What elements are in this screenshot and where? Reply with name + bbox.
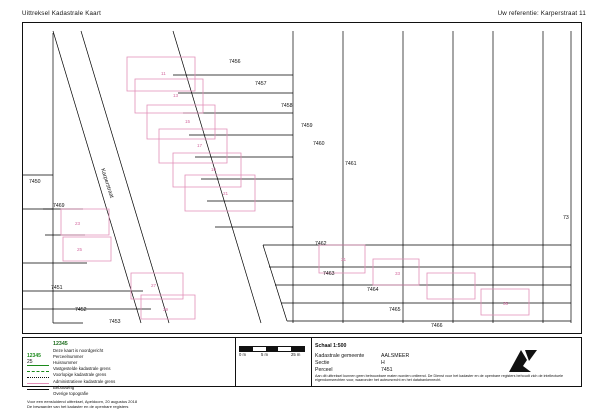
- parcel-label: 7456: [229, 59, 241, 65]
- house-number: 11: [161, 71, 166, 76]
- legend-key: 12345: [27, 353, 41, 360]
- house-number: 21: [223, 191, 229, 196]
- kadaster-logo: [503, 348, 543, 374]
- logo-mark-icon: [503, 348, 543, 374]
- parcel-label: 73: [563, 215, 569, 221]
- parcel-label: 7464: [367, 287, 379, 293]
- reference-label: Uw referentie: Karperstraat 11: [497, 10, 586, 17]
- house-number: 23: [75, 221, 81, 226]
- legend-title: 12345: [53, 341, 68, 347]
- legend-label: Overige topografie: [53, 390, 89, 396]
- legend-footer-line-2: De bewaarder van het kadaster en de openbare registers: [27, 403, 129, 409]
- dashed-green-line-icon: [27, 371, 49, 376]
- meta-row-section: [315, 360, 475, 367]
- parcel-label: 7451: [51, 285, 63, 291]
- meta-value: 7451: [381, 367, 393, 373]
- scale-bar-graphic: [239, 346, 305, 351]
- parcel-label: 7465: [389, 307, 401, 313]
- parcel-label: 7458: [281, 103, 293, 109]
- scale-bar-seg: [291, 347, 304, 351]
- map-metadata: [315, 343, 475, 374]
- meta-label: Kadastrale gemeente: [315, 353, 365, 359]
- house-number: 33: [395, 271, 401, 276]
- scale-label-0: 0 m: [239, 352, 246, 357]
- scale-text: Schaal 1:500: [315, 343, 347, 349]
- house-number: 27: [151, 283, 157, 288]
- legend-table: [27, 348, 115, 397]
- parcel-label: 7469: [53, 203, 65, 209]
- scale-bar-seg: [240, 347, 253, 351]
- legend-key: 25: [27, 359, 33, 366]
- house-number: 25: [77, 247, 83, 252]
- parcel-label: 7450: [29, 179, 41, 185]
- legend-label: Perceelnummer: [53, 353, 84, 359]
- legend-footer-line-1: Voor een eensluidend uittreksel, Apeldoorn, 20 augustus 2018: [27, 398, 138, 404]
- map-info-panel: [22, 337, 582, 409]
- meta-label: Perceel: [315, 367, 333, 373]
- parcel-label: 7457: [255, 81, 267, 87]
- meta-label: Sectie: [315, 360, 330, 366]
- meta-value: H: [381, 360, 385, 366]
- house-number: 29: [163, 307, 169, 312]
- parcel-label: 7466: [431, 323, 443, 329]
- document-header: [22, 10, 586, 22]
- street-label: Karperstraat: [99, 167, 115, 199]
- scale-bar-seg: [266, 347, 279, 351]
- building-line-icon: [27, 383, 49, 388]
- parcel-label: 7452: [75, 307, 87, 313]
- parcel-label: 7463: [323, 271, 335, 277]
- solid-green-line-icon: [27, 365, 49, 370]
- document-title: Uittreksel Kadastrale Kaart: [22, 10, 101, 17]
- parcel-label: 7461: [345, 161, 357, 167]
- legend-label: Administratieve kadastrale grens: [53, 378, 116, 384]
- legend-label: Vastgestelde kadastrale grens: [53, 366, 111, 372]
- scale-bar-labels: [239, 352, 305, 358]
- house-number: 13: [173, 93, 179, 98]
- house-number: 15: [185, 119, 191, 124]
- house-number: 35: [503, 301, 509, 306]
- meta-row-parcel: [315, 367, 475, 374]
- parcel-label: 7462: [315, 241, 327, 247]
- dotted-line-icon: [27, 377, 49, 382]
- map-frame[interactable]: [22, 22, 582, 334]
- legend-label: Bebouwing: [53, 384, 75, 390]
- legend-label: Deze kaart is noordgericht: [53, 348, 104, 353]
- parcel-label: 7453: [109, 319, 121, 325]
- parcel-label: 7459: [301, 123, 313, 129]
- panel-divider: [311, 338, 312, 386]
- map-canvas: [23, 23, 581, 333]
- scale-label-2: 25 m: [291, 352, 301, 357]
- scale-label-1: 5 m: [261, 352, 268, 357]
- panel-divider: [235, 338, 236, 386]
- legend: [27, 341, 233, 409]
- meta-value: AALSMEER: [381, 353, 410, 359]
- disclaimer-text: Aan dit uittreksel kunnen geen betrouwbare maten worden ontleend. De Dienst voor het kadaster en de openbare registers behoudt zich de intellectuele eigendomsrechten voor, waaronder het auteursrecht en het databankenrecht.: [315, 374, 564, 383]
- legend-row: [27, 390, 115, 396]
- meta-row-municipality: [315, 353, 475, 360]
- house-number: 19: [211, 167, 217, 172]
- legend-key: [27, 390, 53, 396]
- house-number: 17: [197, 143, 203, 148]
- legend-label: Voorlopige kadastrale grens: [53, 372, 107, 378]
- scale-bar: [239, 346, 305, 358]
- house-number: 31: [341, 257, 347, 262]
- legend-label: Huisnummer: [53, 359, 78, 365]
- solid-line-icon: [27, 389, 49, 394]
- parcel-label: 7460: [313, 141, 325, 147]
